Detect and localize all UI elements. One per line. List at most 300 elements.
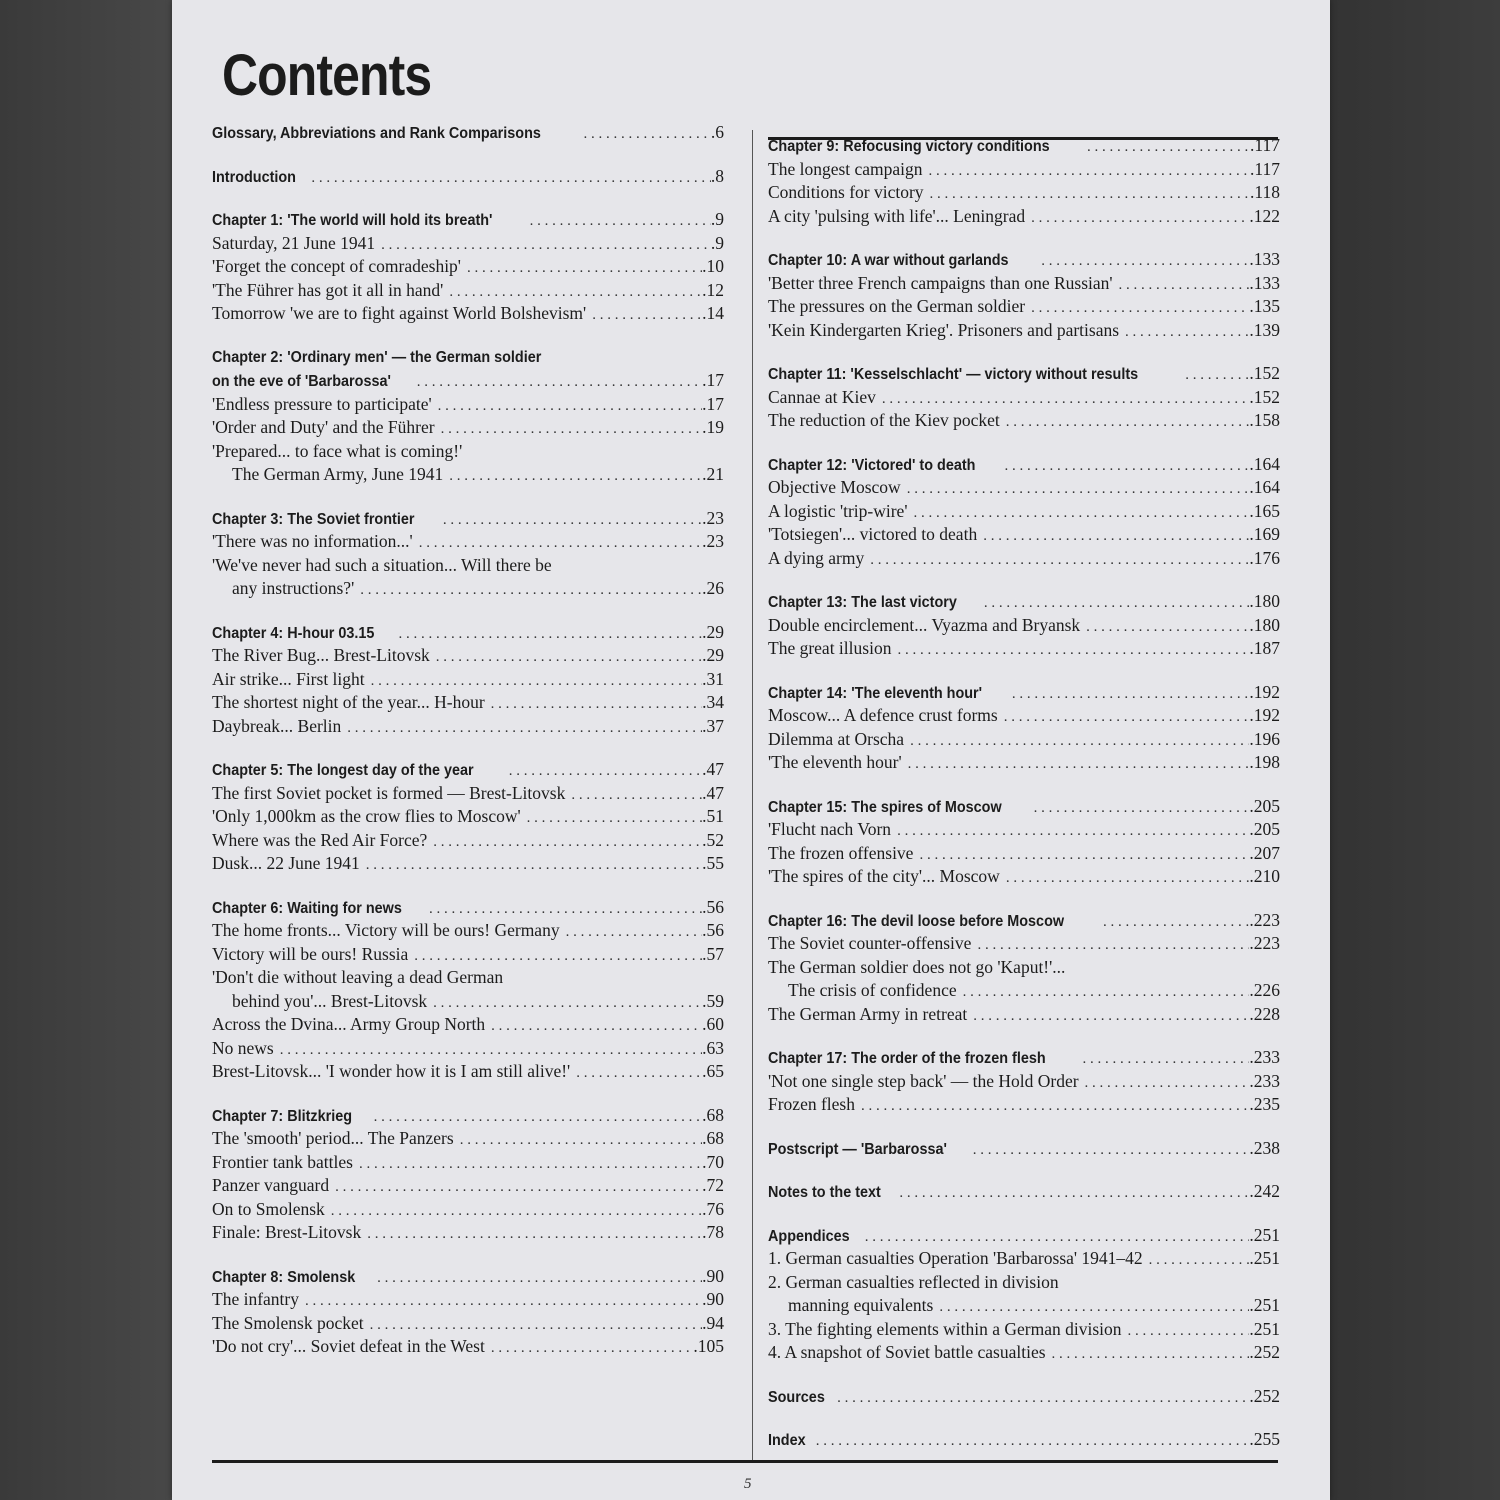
toc-entry-title: A logistic 'trip-wire' [768,500,908,521]
toc-entry-title: Across the Dvina... Army Group North [212,1014,486,1034]
dot-leader [430,646,702,670]
toc-page-number: .233 [1249,1047,1280,1067]
toc-subentry [768,1318,1280,1342]
toc-subentry [768,409,1280,433]
toc-page-number: .198 [1249,752,1280,772]
toc-entry-title: The frozen offensive [768,842,914,863]
toc-subentry [768,1247,1280,1271]
toc-section [212,896,724,1084]
dot-leader [485,1337,694,1361]
toc-entry-title: 'Endless pressure to participate' [212,393,432,414]
toc-entry-title: on the eve of 'Barbarossa' [212,373,391,390]
toc-entry-title: Saturday, 21 June 1941 [212,232,376,253]
toc-heading-entry [212,165,724,189]
toc-page-number: .133 [1249,272,1280,293]
toc-page-number: .72 [702,1175,724,1195]
toc-section [768,248,1280,342]
toc-entry-title: Air strike... First light [212,668,365,689]
toc-page-number: .52 [702,829,724,850]
dot-leader [891,820,1249,844]
toc-page-number: .47 [702,782,724,803]
dot-leader [1076,1048,1249,1072]
dot-leader [831,1387,1249,1411]
dot-leader [365,670,702,694]
toc-entry-title: 'Order and Duty' and the Führer [212,417,435,437]
dot-leader [325,1200,702,1224]
toc-page-number: .255 [1249,1429,1280,1449]
toc-left-column [212,121,724,1379]
toc-entry-title: Finale: Brest-Litovsk [212,1222,362,1242]
dot-leader [902,753,1250,777]
toc-page-number: .14 [702,303,724,323]
toc-page-number: .9 [710,232,724,253]
toc-section [768,362,1280,433]
dot-leader [570,1062,702,1086]
toc-subentry [768,181,1280,205]
toc-heading-entry [768,134,1280,158]
toc-page-number: .169 [1249,524,1280,544]
toc-subentry [768,523,1280,547]
dot-leader [1025,207,1249,231]
toc-heading-entry [212,208,724,232]
toc-subentry [212,440,724,464]
toc-subentry [768,704,1280,728]
dot-leader [1006,683,1250,707]
toc-entry-title: 2. German casualties reflected in division [768,1271,1059,1292]
toc-subentry [212,1312,724,1336]
toc-heading-entry [212,621,724,645]
toc-entry-title: Tomorrow 'we are to fight against World Bolshevism' [212,303,587,323]
toc-subentry [768,1003,1280,1027]
toc-heading-entry [768,681,1280,705]
toc-entry-title: Brest-Litovsk... 'I wonder how it is I am still alive!' [212,1061,571,1081]
toc-page-number: .152 [1249,386,1280,407]
toc-subentry [212,232,724,256]
toc-entry-title: Dusk... 22 June 1941 [212,853,360,873]
toc-heading-entry [768,909,1280,933]
toc-entry-title: 'Don't die without leaving a dead German [212,967,504,987]
toc-page-number: .152 [1249,363,1280,383]
toc-page-number: .90 [702,1289,724,1309]
dot-leader [427,831,702,855]
dot-leader [423,898,702,922]
toc-page-number: .233 [1249,1070,1280,1091]
toc-entry-title: Chapter 10: A war without garlands [768,252,1009,269]
toc-subentry [768,979,1280,1003]
toc-entry-title: Chapter 8: Smolensk [212,1268,356,1286]
toc-page-number: .165 [1249,500,1280,521]
dot-leader [923,160,1250,184]
toc-entry-title: The Soviet counter-offensive [768,933,972,953]
toc-section [212,208,724,326]
dot-leader [1113,274,1250,298]
dot-leader [891,639,1249,663]
toc-subentry [212,302,724,326]
toc-page-number: .139 [1249,319,1280,340]
toc-subentry [768,956,1280,980]
toc-subentry [212,1037,724,1061]
toc-page-number: .56 [702,920,724,940]
toc-subentry [212,966,724,990]
toc-subentry [212,463,724,487]
dot-leader [810,1430,1250,1454]
toc-page-number: .196 [1249,728,1280,749]
toc-subentry [768,932,1280,956]
toc-entry-title: On to Smolensk [212,1198,325,1219]
dot-leader [1179,364,1249,388]
dot-leader [1035,250,1249,274]
toc-subentry [212,1127,724,1151]
toc-page-number: .60 [702,1014,724,1034]
toc-section [768,1046,1280,1117]
dot-leader [413,532,702,556]
toc-entry-title: 'Flucht nach Vorn [768,819,892,839]
toc-page-number: .55 [702,853,724,873]
toc-entry-title: No news [212,1037,274,1058]
toc-entry-title: The Smolensk pocket [212,1312,364,1333]
toc-page-number: .57 [702,943,724,964]
toc-entry-title: Sources [768,1388,825,1406]
toc-subentry [212,1288,724,1312]
toc-page-number: .192 [1249,681,1280,702]
toc-subentry [212,577,724,601]
toc-heading-entry [768,1224,1280,1248]
toc-entry-title: Cannae at Kiev [768,386,876,407]
dot-leader [1122,1320,1250,1344]
toc-page-number: .47 [702,759,724,779]
toc-page-number: .164 [1249,453,1280,474]
toc-subentry [212,1013,724,1037]
toc-heading-entry [212,896,724,920]
dot-leader [485,1015,702,1039]
toc-entry-title: The infantry [212,1289,299,1309]
dot-leader [364,1314,702,1338]
toc-subentry [212,943,724,967]
toc-page-number: .117 [1250,135,1280,155]
toc-entry-title: Frozen flesh [768,1094,855,1114]
toc-subentry [212,668,724,692]
toc-page-number: .63 [702,1037,724,1058]
toc-entry-title: The home fronts... Victory will be ours! Germany [212,920,560,940]
toc-page-number: .164 [1249,477,1280,497]
toc-subentry [768,637,1280,661]
toc-section [768,590,1280,661]
toc-entry-title: 'The Führer has got it all in hand' [212,279,444,300]
toc-page-number: .187 [1249,638,1280,658]
toc-entry-title: Chapter 16: The devil loose before Moscow [768,912,1065,930]
dot-leader [375,234,711,258]
dot-leader [1079,1072,1250,1096]
toc-entry-title: Notes to the text [768,1184,881,1201]
toc-entry-title: Chapter 3: The Soviet frontier [212,510,415,528]
toc-subentry [768,272,1280,296]
dot-leader [577,123,710,147]
toc-section [768,795,1280,889]
dot-leader [876,388,1250,412]
toc-entry-title: The reduction of the Kiev pocket [768,410,1000,430]
toc-subentry [212,1060,724,1084]
toc-subentry [212,393,724,417]
toc-page-number: .176 [1249,547,1280,568]
toc-subentry [212,1174,724,1198]
toc-heading-entry [768,1385,1280,1409]
dot-leader [957,981,1250,1005]
dot-leader [341,717,702,741]
toc-subentry [212,829,724,853]
dot-leader [437,509,702,533]
column-divider [752,130,753,1460]
toc-entry-title: Daybreak... Berlin [212,715,342,736]
toc-subentry [768,547,1280,571]
toc-entry-title: The German soldier does not go 'Kaput!'... [768,956,1066,977]
toc-heading-entry [768,590,1280,614]
toc-page-number: .251 [1249,1318,1280,1339]
toc-entry-title: Chapter 13: The last victory [768,594,957,611]
toc-subentry [768,1341,1280,1365]
toc-subentry [768,818,1280,842]
toc-subentry [212,990,724,1014]
toc-heading-entry [768,1137,1280,1161]
dot-leader [1097,911,1249,935]
toc-entry-title: Dilemma at Orscha [768,728,905,749]
toc-section [212,758,724,876]
dot-leader [924,183,1250,207]
dot-leader [305,167,711,191]
toc-entry-title: Chapter 9: Refocusing victory conditions [768,138,1050,155]
toc-heading-entry [212,369,724,393]
dot-leader [560,921,703,945]
toc-page-number: .68 [702,1104,724,1125]
toc-section [768,681,1280,775]
dot-leader [1025,297,1249,321]
toc-entry-title: 'Totsiegen'... victored to death [768,524,978,544]
dot-leader [998,706,1250,730]
toc-page-number: .51 [702,806,724,826]
toc-entry-title: 3. The fighting elements within a German division [768,1318,1122,1339]
dot-leader [859,1226,1250,1250]
toc-entry-title: Chapter 6: Waiting for news [212,899,402,917]
toc-entry-title: A dying army [768,547,865,568]
toc-heading-entry [212,1104,724,1128]
toc-page-number: .8 [710,165,724,186]
toc-section [768,1385,1280,1409]
dot-leader [360,854,702,878]
toc-entry-title: Chapter 14: 'The eleventh hour' [768,684,983,702]
toc-entry-title: any instructions?' [232,578,355,598]
dot-leader [977,525,1249,549]
page-title: Contents [222,43,432,108]
dot-leader [435,418,703,442]
dot-leader [503,760,702,784]
toc-page-number: .10 [702,256,724,276]
toc-section [768,1428,1280,1452]
toc-entry-title: Objective Moscow [768,477,901,497]
toc-page-number: .23 [702,531,724,551]
toc-subentry [768,500,1280,524]
dot-leader [913,844,1249,868]
dot-leader [371,1267,702,1291]
toc-right-column [768,134,1280,1472]
toc-page-number: .23 [702,507,724,528]
toc-entry-title: 1. German casualties Operation 'Barbarossa' 1941–42 [768,1248,1143,1268]
toc-subentry [768,614,1280,638]
dot-leader [893,1182,1249,1206]
dot-leader [354,579,702,603]
dot-leader [408,945,702,969]
dot-leader [361,1223,702,1247]
toc-heading-entry [212,1265,724,1289]
toc-subentry [212,782,724,806]
toc-page-number: .251 [1249,1224,1280,1245]
toc-section [212,1104,724,1245]
toc-page-number: .37 [702,715,724,736]
dot-leader [368,1106,703,1130]
toc-subentry [768,1294,1280,1318]
toc-page-number: .192 [1249,705,1280,725]
toc-page-number: .122 [1249,205,1280,226]
dot-leader [904,730,1249,754]
dot-leader [855,1095,1249,1119]
toc-heading-entry [768,362,1280,386]
dot-leader [427,992,702,1016]
toc-page-number: .70 [702,1151,724,1172]
toc-page-number: .29 [702,621,724,642]
toc-heading-entry [768,453,1280,477]
toc-entry-title: 'Kein Kindergarten Krieg'. Prisoners and partisans [768,319,1120,340]
toc-subentry [212,805,724,829]
toc-heading-entry [768,1428,1280,1452]
book-page [172,0,1330,1500]
toc-page-number: .226 [1249,980,1280,1000]
toc-entry-title: The German Army, June 1941 [232,464,444,484]
dot-leader [392,623,702,647]
toc-entry-title: 'The eleventh hour' [768,752,902,772]
toc-heading-entry [768,1046,1280,1070]
toc-page-number: .223 [1249,933,1280,953]
toc-entry-title: Chapter 15: The spires of Moscow [768,798,1002,816]
toc-page-number: .252 [1249,1342,1280,1362]
toc-page-number: .210 [1249,866,1280,886]
toc-entry-title: The 'smooth' period... The Panzers [212,1128,454,1148]
toc-page-number: .223 [1249,909,1280,930]
toc-entry-title: 'Better three French campaigns than one Russian' [768,272,1113,293]
toc-entry-title: Chapter 5: The longest day of the year [212,762,474,779]
toc-entry-title: 'Forget the concept of comradeship' [212,256,461,276]
toc-page-number: .242 [1249,1181,1280,1201]
dot-leader [524,210,711,234]
dot-leader [353,1153,702,1177]
toc-page-number: .252 [1249,1385,1280,1406]
toc-heading-entry [768,795,1280,819]
toc-page-number: .21 [702,464,724,484]
toc-entry-title: 'We've never had such a situation... Will there be [212,554,552,575]
toc-page-number: .205 [1249,795,1280,816]
toc-subentry [212,919,724,943]
toc-entry-title: Conditions for victory [768,182,924,202]
toc-page-number: .56 [702,896,724,917]
toc-section [212,507,724,601]
toc-entry-title: 'Not one single step back' — the Hold Order [768,1070,1079,1091]
toc-section [212,621,724,739]
toc-subentry [212,255,724,279]
toc-page-number: .105 [693,1336,724,1356]
toc-entry-title: Chapter 2: 'Ordinary men' — the German soldier [212,348,542,366]
toc-entry-title: Chapter 11: 'Kesselschlacht' — victory without results [768,366,1139,383]
toc-entry-title: Appendices [768,1227,850,1245]
toc-subentry [212,852,724,876]
toc-entry-title: manning equivalents [788,1295,934,1315]
toc-page-number: .238 [1249,1137,1280,1158]
toc-page-number: .68 [702,1128,724,1148]
dot-leader [411,371,702,395]
toc-entry-title: 'Do not cry'... Soviet defeat in the West [212,1336,485,1356]
toc-subentry [768,158,1280,182]
toc-page-number: .133 [1249,249,1280,269]
toc-subentry [212,691,724,715]
toc-page-number: .31 [702,668,724,689]
background-right [1330,0,1500,1500]
toc-section [768,1180,1280,1204]
dot-leader [1000,867,1250,891]
toc-section [768,909,1280,1027]
toc-entry-title: Glossary, Abbreviations and Rank Comparisons [212,125,541,142]
toc-entry-title: The River Bug... Brest-Litovsk [212,645,430,665]
dot-leader [521,807,702,831]
toc-page-number: .26 [702,578,724,598]
toc-entry-title: Panzer vanguard [212,1175,330,1195]
toc-section [212,165,724,189]
toc-page-number: .135 [1249,296,1280,316]
toc-page-number: .207 [1249,842,1280,863]
toc-section [212,121,724,145]
toc-page-number: .76 [702,1198,724,1219]
toc-page-number: .19 [702,417,724,437]
toc-page-number: .235 [1249,1094,1280,1114]
toc-subentry [768,842,1280,866]
toc-subentry [212,1198,724,1222]
toc-heading-entry [212,758,724,782]
toc-page-number: .6 [710,122,724,142]
dot-leader [1028,797,1250,821]
toc-page-number: .158 [1249,410,1280,430]
toc-subentry [768,1070,1280,1094]
toc-entry-title: 'There was no information...' [212,531,413,551]
toc-entry-title: The pressures on the German soldier [768,296,1026,316]
toc-subentry [212,644,724,668]
dot-leader [565,784,702,808]
dot-leader [443,465,702,489]
toc-subentry [768,476,1280,500]
toc-page-number: .251 [1249,1295,1280,1315]
dot-leader [586,304,702,328]
toc-page-number: .180 [1249,614,1280,635]
toc-entry-title: The shortest night of the year... H-hour [212,692,485,712]
dot-leader [454,1129,702,1153]
toc-subentry [768,1271,1280,1295]
toc-entry-title: Chapter 7: Blitzkrieg [212,1107,353,1125]
toc-entry-title: The great illusion [768,638,892,658]
toc-subentry [212,715,724,739]
toc-page-number: .118 [1250,182,1280,202]
dot-leader [1000,411,1250,435]
toc-subentry [768,295,1280,319]
toc-page-number: .9 [710,209,724,229]
toc-page-number: .34 [702,692,724,712]
toc-entry-title: 'Prepared... to face what is coming!' [212,440,463,461]
toc-heading-entry [212,346,724,370]
toc-page-number: .78 [702,1222,724,1242]
dot-leader [967,1005,1249,1029]
